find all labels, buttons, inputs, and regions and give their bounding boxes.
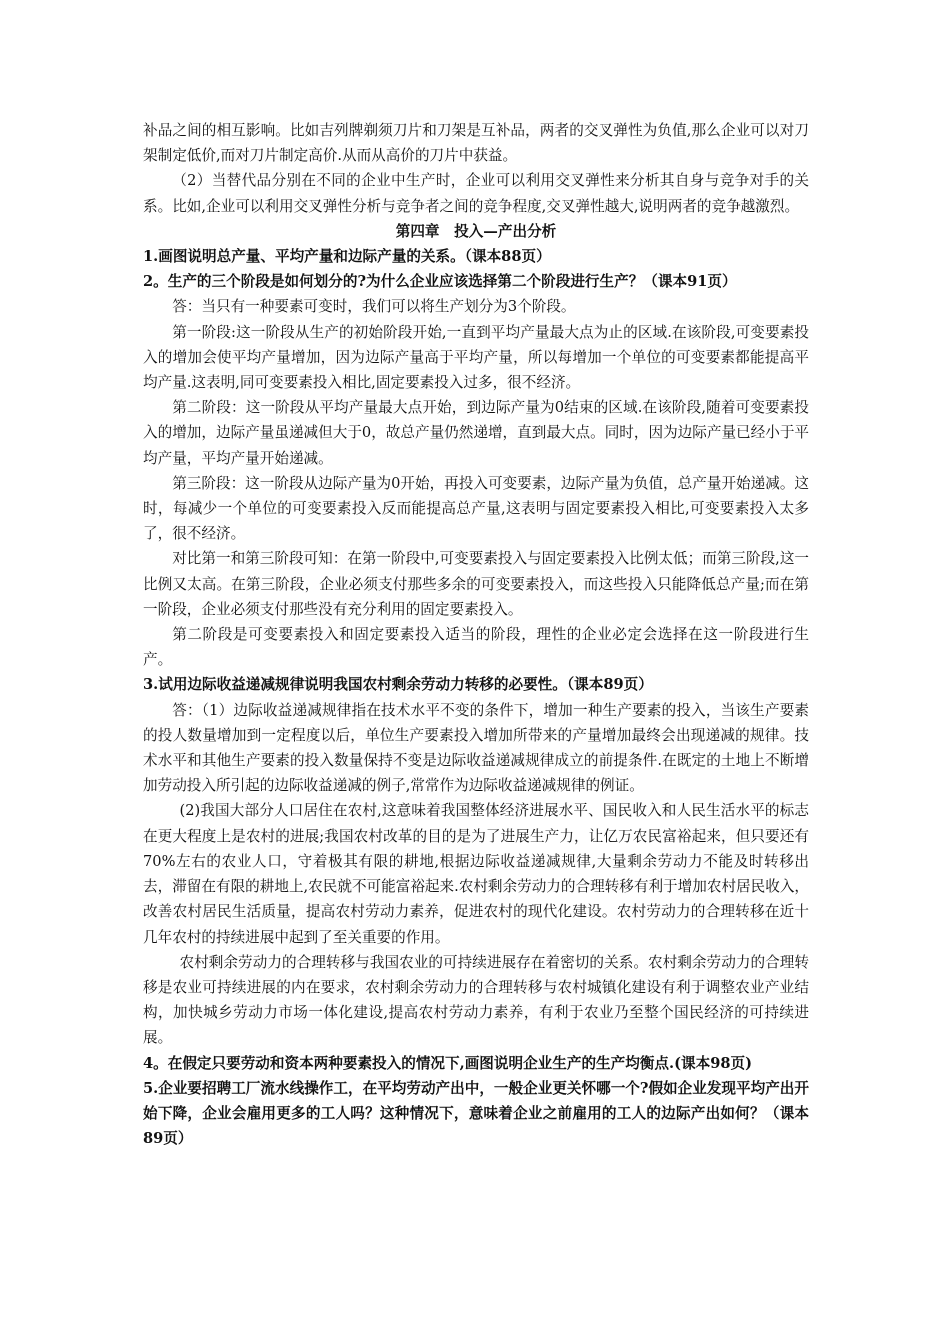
chapter-title: 第四章 投入—产出分析 (395, 222, 557, 240)
answer-2-conclusion: 第二阶段是可变要素投入和固定要素投入适当的阶段，理性的企业必定会选择在这一阶段进行生产。 (143, 626, 809, 669)
answer-3-part-1: 答：（1）边际收益递减规律指在技术水平不变的条件下，增加一种生产要素的投入，当该生产要素的投人数量增加到一定程度以后，单位生产要素投入增加所带来的产量增加最终会出现递减的规律。技术水平和其他生产要素的投入数量保持不变是边际收益递减规律成立的前提条件.在既定的土地上不断增加劳动投入所引起的边际收益递减的例子,常常作为边际收益递减规律的例证。 (143, 701, 809, 795)
answer-2-stage-3: 第三阶段：这一阶段从边际产量为0开始，再投入可变要素，边际产量为负值，总产量开始递减。这时，每减少一个单位的可变要素投入反而能提高总产量,这表明与固定要素投入相比,可变要素投入太多了，很不经济。 (143, 474, 810, 543)
answer-2-intro: 答：当只有一种要素可变时，我们可以将生产划分为3个阶段。 (172, 298, 576, 316)
answer-2-comparison: 对比第一和第三阶段可知：在第一阶段中,可变要素投入与固定要素投入比例太低；而第三阶段,这一比例又太高。在第三阶段，企业必须支付那些多余的可变要素投入，而这些投入只能降低总产量;而在第一阶段，企业必须支付那些没有充分利用的固定要素投入。 (143, 550, 810, 618)
answer-2-stage-2: 第二阶段：这一阶段从平均产量最大点开始，到边际产量为0结束的区域.在该阶段,随着可变要素投入的增加，边际产量虽递减但大于0，故总产量仍然递增，直到最大点。同时，因为边际产量已经小于平均产量，平均产量开始递减。 (143, 399, 810, 467)
question-5: 5.企业要招聘工厂流水线操作工，在平均劳动产出中，一般企业更关怀哪一个?假如企业发现平均产出开始下降，企业会雇用更多的工人吗？这种情况下，意味着企业之前雇用的工人的边际产出如何？（课本89页） (143, 1079, 809, 1148)
question-1: 1.画图说明总产量、平均产量和边际产量的关系。（课本88页） (143, 248, 551, 266)
document-page (143, 118, 809, 1151)
paragraph-complementary-goods: 补品之间的相互影响。比如吉列牌剃须刀片和刀架是互补品，两者的交叉弹性为负值,那么企业可以对刀架制定低价,而对刀片制定高价.从而从高价的刀片中获益。 (143, 122, 809, 165)
question-4: 4。在假定只要劳动和资本两种要素投入的情况下,画图说明企业生产的生产均衡点.(课本98页) (143, 1054, 753, 1072)
answer-3-part-3: 农村剩余劳动力的合理转移与我国农业的可持续进展存在着密切的关系。农村剩余劳动力的合理转移是农业可持续进展的内在要求，农村剩余劳动力的合理转移与农村城镇化建设有利于调整农业产业结构，加快城乡劳动力市场一体化建设,提高农村劳动力素养，有利于农业乃至整个国民经济的可持续进展。 (143, 953, 809, 1047)
answer-3-part-2: (2)我国大部分人口居住在农村,这意味着我国整体经济进展水平、国民收入和人民生活水平的标志在更大程度上是农村的进展;我国农村改革的目的是为了进展生产力，让亿万农民富裕起来，但只要还有70%左右的农业人口，守着极其有限的耕地,根据边际收益递减规律,大量剩余劳动力不能及时转移出去，滞留在有限的耕地上,农民就不可能富裕起来.农村剩余劳动力的合理转移有利于增加农村居民收入，改善农村居民生活质量，提高农村劳动力素养，促进农村的现代化建设。农村劳动力的合理转移在近十几年农村的持续进展中起到了至关重要的作用。 (143, 802, 810, 946)
paragraph-substitute-goods: （2）当替代品分别在不同的企业中生产时，企业可以利用交叉弹性来分析其自身与竞争对手的关系。比如,企业可以利用交叉弹性分析与竞争者之间的竞争程度,交叉弹性越大,说明两者的竞争越激烈。 (143, 172, 809, 215)
answer-2-stage-1: 第一阶段:这一阶段从生产的初始阶段开始,一直到平均产量最大点为止的区域.在该阶段,可变要素投入的增加会使平均产量增加，因为边际产量高于平均产量，所以每增加一个单位的可变要素都能提高平均产量.这表明,同可变要素投入相比,固定要素投入过多，很不经济。 (143, 323, 809, 392)
question-3: 3.试用边际收益递减规律说明我国农村剩余劳动力转移的必要性。（课本89页） (143, 676, 653, 694)
question-2: 2。生产的三个阶段是如何划分的?为什么企业应该选择第二个阶段进行生产？（课本91页） (143, 273, 737, 291)
